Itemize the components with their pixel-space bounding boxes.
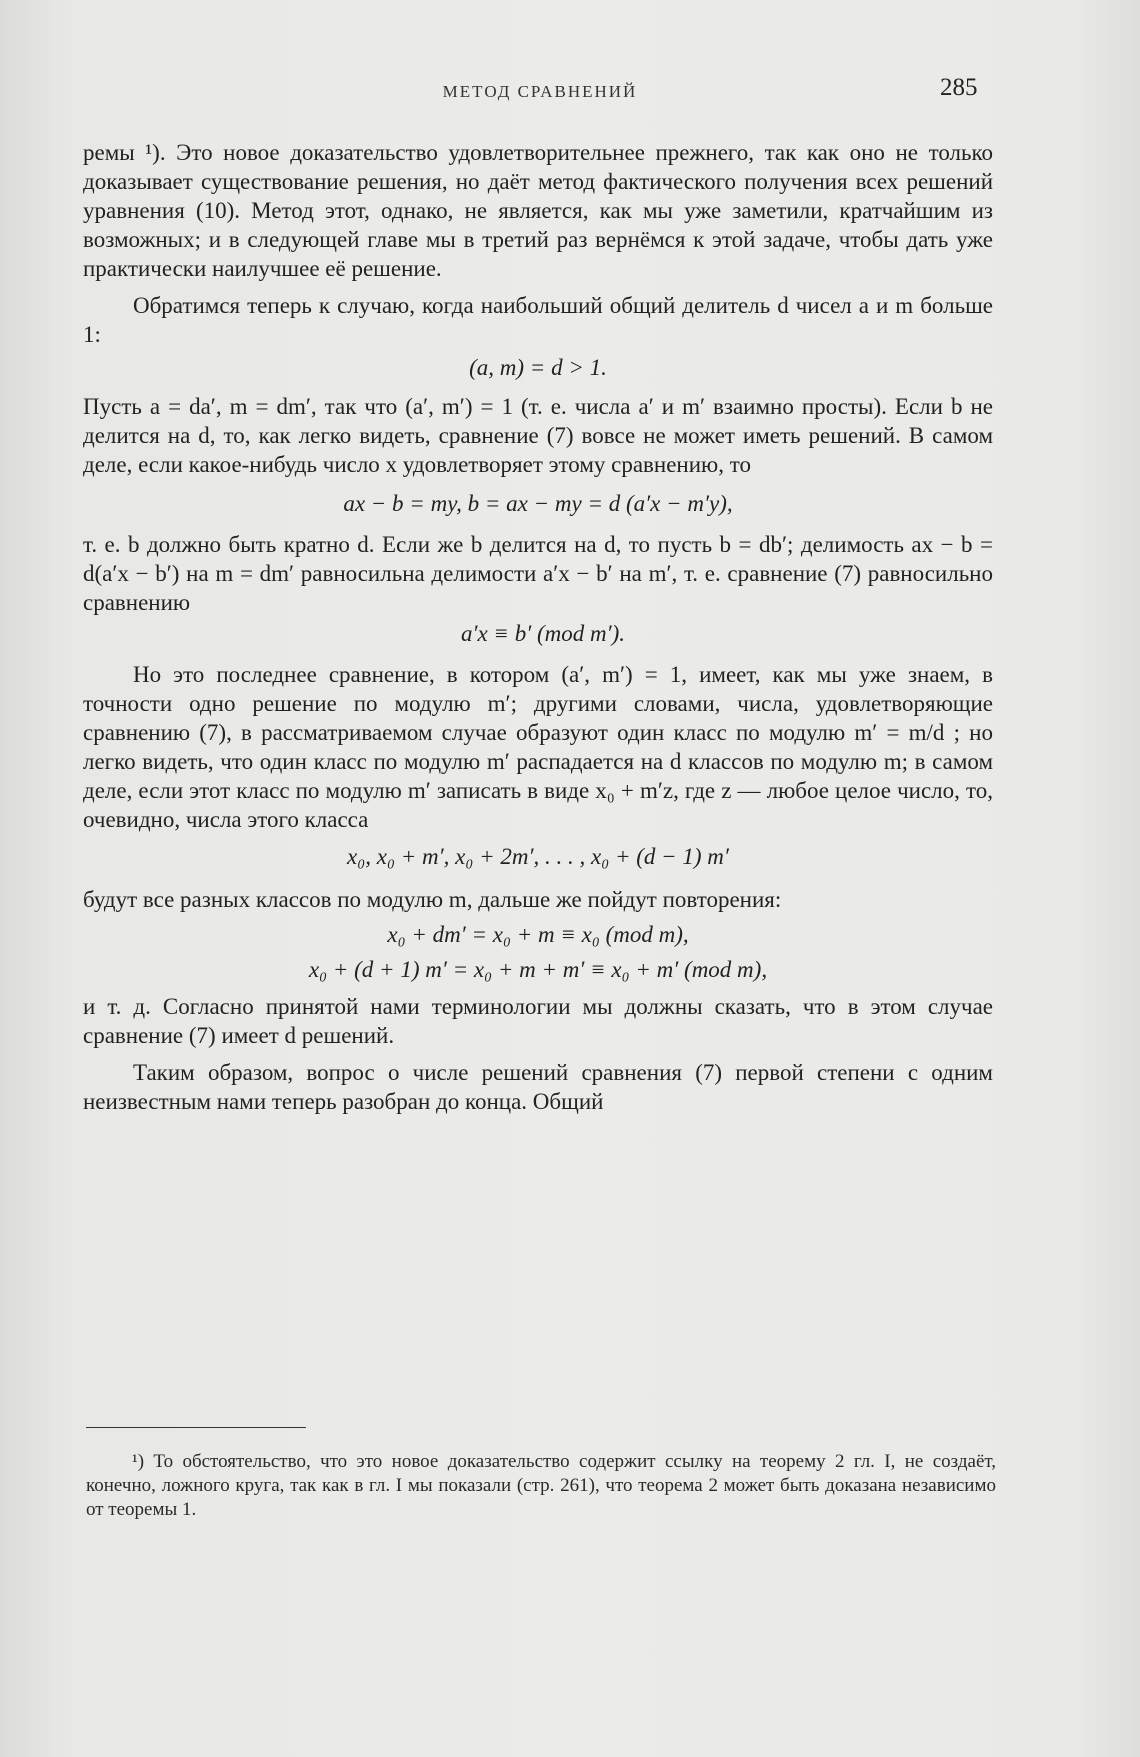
formula-repeat-2: x₀ + (d + 1) m′ = x₀ + m + m′ ≡ x₀ + m′ (mod m), bbox=[308, 957, 768, 982]
paragraph-8: Таким образом, вопрос о числе решений сравнения (7) первой степени с одним неизвестным нами теперь разобран до конца. Общий bbox=[83, 1060, 993, 1114]
formula-reduced-congruence: a′x ≡ b′ (mod m′). bbox=[460, 621, 626, 646]
formula-repeat-1: x₀ + dm′ = x₀ + m ≡ x₀ (mod m), bbox=[387, 922, 689, 947]
footnote-divider bbox=[86, 1427, 306, 1428]
formula-congruence-expansion: ax − b = my, b = ax − my = d (a′x − m′y), bbox=[343, 491, 733, 516]
page-number: 285 bbox=[940, 74, 978, 101]
paragraph-5: Но это последнее сравнение, в котором (a′, m′) = 1, имеет, как мы уже знаем, в точности одно решение по модулю m′; другими словами, числа, удовлетворяющие сравнению (7), в рассматриваемом случае образуют один класс по модулю m′ = m/d ; но легко видеть, что один класс по модулю m′ распадается на d классов по модулю m; в самом деле, если этот класс по модулю m′ записать в виде x₀ + m′z, где z — любое целое число, то, очевидно, числа этого класса bbox=[83, 662, 993, 832]
formula-class-list: x₀, x₀ + m′, x₀ + 2m′, . . . , x₀ + (d − 1) m′ bbox=[347, 844, 729, 869]
body-text bbox=[83, 138, 993, 1116]
running-title: МЕТОД СРАВНЕНИЙ bbox=[442, 82, 638, 101]
paragraph-4: т. е. b должно быть кратно d. Если же b делится на d, то пусть b = db′; делимость ax − b = d(a′x − b′) на m = dm′ равносильна делимости a′x − b′ на m′, т. е. сравнение (7) равносильно сравнению bbox=[83, 532, 993, 615]
paragraph-3: Пусть a = da′, m = dm′, так что (a′, m′) = 1 (т. е. числа a′ и m′ взаимно просты). Если b не делится на d, то, как легко видеть, сравнение (7) вовсе не может иметь решений. В самом деле, если какое-нибудь число x удовлетворяет этому сравнению, то bbox=[83, 394, 993, 477]
paragraph-6: будут все разных классов по модулю m, дальше же пойдут повторения: bbox=[83, 887, 782, 912]
paragraph-7: и т. д. Согласно принятой нами терминологии мы должны сказать, что в этом случае сравнение (7) имеет d решений. bbox=[83, 994, 993, 1048]
footnote: ¹) То обстоятельство, что это новое доказательство содержит ссылку на теорему 2 гл. I, не создаёт, конечно, ложного круга, так как в гл. I мы показали (стр. 261), что теорема 2 может быть доказана независимо от теоремы 1. bbox=[86, 1451, 996, 1520]
paragraph-2: Обратимся теперь к случаю, когда наибольший общий делитель d чисел a и m больше 1: bbox=[83, 293, 993, 347]
paragraph-1: ремы ¹). Это новое доказательство удовлетворительнее прежнего, так как оно не только доказывает существование решения, но даёт метод фактического получения всех решений уравнения (10). Метод этот, однако, не является, как мы уже заметили, кратчайшим из возможных; и в следующей главе мы в третий раз вернёмся к этой задаче, чтобы дать уже практически наилучшее её решение. bbox=[83, 140, 993, 281]
formula-gcd: (a, m) = d > 1. bbox=[469, 355, 607, 380]
